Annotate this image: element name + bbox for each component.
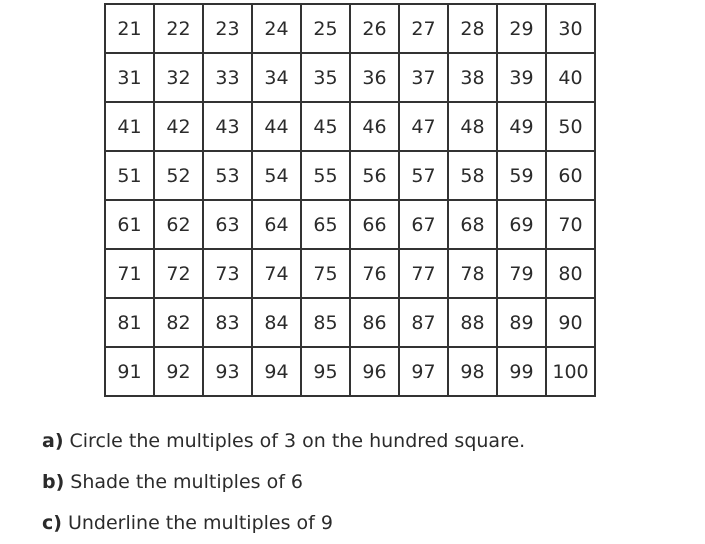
grid-row [105, 200, 595, 249]
grid-cell[interactable]: 70 [546, 200, 595, 249]
grid-cell[interactable]: 92 [154, 347, 203, 396]
grid-cell[interactable]: 100 [546, 347, 595, 396]
grid-cell[interactable]: 65 [301, 200, 350, 249]
grid-cell[interactable]: 78 [448, 249, 497, 298]
grid-cell[interactable]: 66 [350, 200, 399, 249]
grid-cell[interactable]: 50 [546, 102, 595, 151]
grid-cell[interactable]: 30 [546, 4, 595, 53]
hundred-square [104, 3, 596, 397]
grid-cell[interactable]: 60 [546, 151, 595, 200]
grid-row [105, 249, 595, 298]
grid-cell[interactable]: 34 [252, 53, 301, 102]
grid-cell[interactable]: 93 [203, 347, 252, 396]
grid-cell[interactable]: 90 [546, 298, 595, 347]
grid-row [105, 298, 595, 347]
grid-cell[interactable]: 61 [105, 200, 154, 249]
grid-row [105, 102, 595, 151]
grid-cell[interactable]: 85 [301, 298, 350, 347]
question-text: Shade the multiples of 6 [70, 471, 304, 493]
grid-cell[interactable]: 96 [350, 347, 399, 396]
grid-cell[interactable]: 79 [497, 249, 546, 298]
grid-cell[interactable]: 40 [546, 53, 595, 102]
grid-cell[interactable]: 84 [252, 298, 301, 347]
grid-cell[interactable]: 48 [448, 102, 497, 151]
grid-cell[interactable]: 64 [252, 200, 301, 249]
grid-cell[interactable]: 51 [105, 151, 154, 200]
question-letter: a) [42, 430, 64, 452]
grid-cell[interactable]: 32 [154, 53, 203, 102]
grid-cell[interactable]: 46 [350, 102, 399, 151]
grid-cell[interactable]: 52 [154, 151, 203, 200]
grid-cell[interactable]: 99 [497, 347, 546, 396]
question-b [42, 462, 525, 503]
grid-cell[interactable]: 68 [448, 200, 497, 249]
grid-cell[interactable]: 42 [154, 102, 203, 151]
question-text: Circle the multiples of 3 on the hundred square. [69, 430, 526, 452]
grid-row [105, 53, 595, 102]
grid-cell[interactable]: 23 [203, 4, 252, 53]
grid-cell[interactable]: 98 [448, 347, 497, 396]
grid-cell[interactable]: 81 [105, 298, 154, 347]
grid-cell[interactable]: 24 [252, 4, 301, 53]
grid-row [105, 347, 595, 396]
question-c [42, 503, 525, 544]
grid-cell[interactable]: 94 [252, 347, 301, 396]
grid-cell[interactable]: 67 [399, 200, 448, 249]
grid-cell[interactable]: 28 [448, 4, 497, 53]
grid-cell[interactable]: 63 [203, 200, 252, 249]
grid-cell[interactable]: 27 [399, 4, 448, 53]
question-text: Underline the multiples of 9 [67, 512, 333, 534]
grid-cell[interactable]: 57 [399, 151, 448, 200]
grid-cell[interactable]: 36 [350, 53, 399, 102]
grid-cell[interactable]: 26 [350, 4, 399, 53]
grid-cell[interactable]: 31 [105, 53, 154, 102]
grid-cell[interactable]: 71 [105, 249, 154, 298]
grid-cell[interactable]: 33 [203, 53, 252, 102]
grid-cell[interactable]: 58 [448, 151, 497, 200]
grid-cell[interactable]: 49 [497, 102, 546, 151]
grid-cell[interactable]: 72 [154, 249, 203, 298]
grid-cell[interactable]: 43 [203, 102, 252, 151]
grid-cell[interactable]: 56 [350, 151, 399, 200]
grid-cell[interactable]: 77 [399, 249, 448, 298]
grid-cell[interactable]: 22 [154, 4, 203, 53]
grid-cell[interactable]: 38 [448, 53, 497, 102]
grid-cell[interactable]: 69 [497, 200, 546, 249]
grid-cell[interactable]: 41 [105, 102, 154, 151]
grid-cell[interactable]: 44 [252, 102, 301, 151]
grid-cell[interactable]: 88 [448, 298, 497, 347]
grid-cell[interactable]: 74 [252, 249, 301, 298]
question-list [42, 421, 525, 544]
grid-cell[interactable]: 37 [399, 53, 448, 102]
question-letter: b) [42, 471, 65, 493]
grid-cell[interactable]: 87 [399, 298, 448, 347]
grid-row [105, 4, 595, 53]
grid-cell[interactable]: 89 [497, 298, 546, 347]
grid-cell[interactable]: 75 [301, 249, 350, 298]
question-a [42, 421, 525, 462]
grid-cell[interactable]: 54 [252, 151, 301, 200]
grid-cell[interactable]: 97 [399, 347, 448, 396]
grid-cell[interactable]: 35 [301, 53, 350, 102]
grid-cell[interactable]: 21 [105, 4, 154, 53]
grid-cell[interactable]: 53 [203, 151, 252, 200]
grid-cell[interactable]: 83 [203, 298, 252, 347]
grid-row [105, 151, 595, 200]
grid-cell[interactable]: 95 [301, 347, 350, 396]
grid-cell[interactable]: 59 [497, 151, 546, 200]
grid-cell[interactable]: 80 [546, 249, 595, 298]
grid-cell[interactable]: 91 [105, 347, 154, 396]
grid-cell[interactable]: 39 [497, 53, 546, 102]
question-letter: c) [42, 512, 62, 534]
grid-cell[interactable]: 62 [154, 200, 203, 249]
grid-cell[interactable]: 29 [497, 4, 546, 53]
grid-cell[interactable]: 82 [154, 298, 203, 347]
grid-cell[interactable]: 76 [350, 249, 399, 298]
grid-cell[interactable]: 55 [301, 151, 350, 200]
grid-cell[interactable]: 73 [203, 249, 252, 298]
grid-cell[interactable]: 47 [399, 102, 448, 151]
grid-cell[interactable]: 45 [301, 102, 350, 151]
grid-cell[interactable]: 86 [350, 298, 399, 347]
grid-cell[interactable]: 25 [301, 4, 350, 53]
